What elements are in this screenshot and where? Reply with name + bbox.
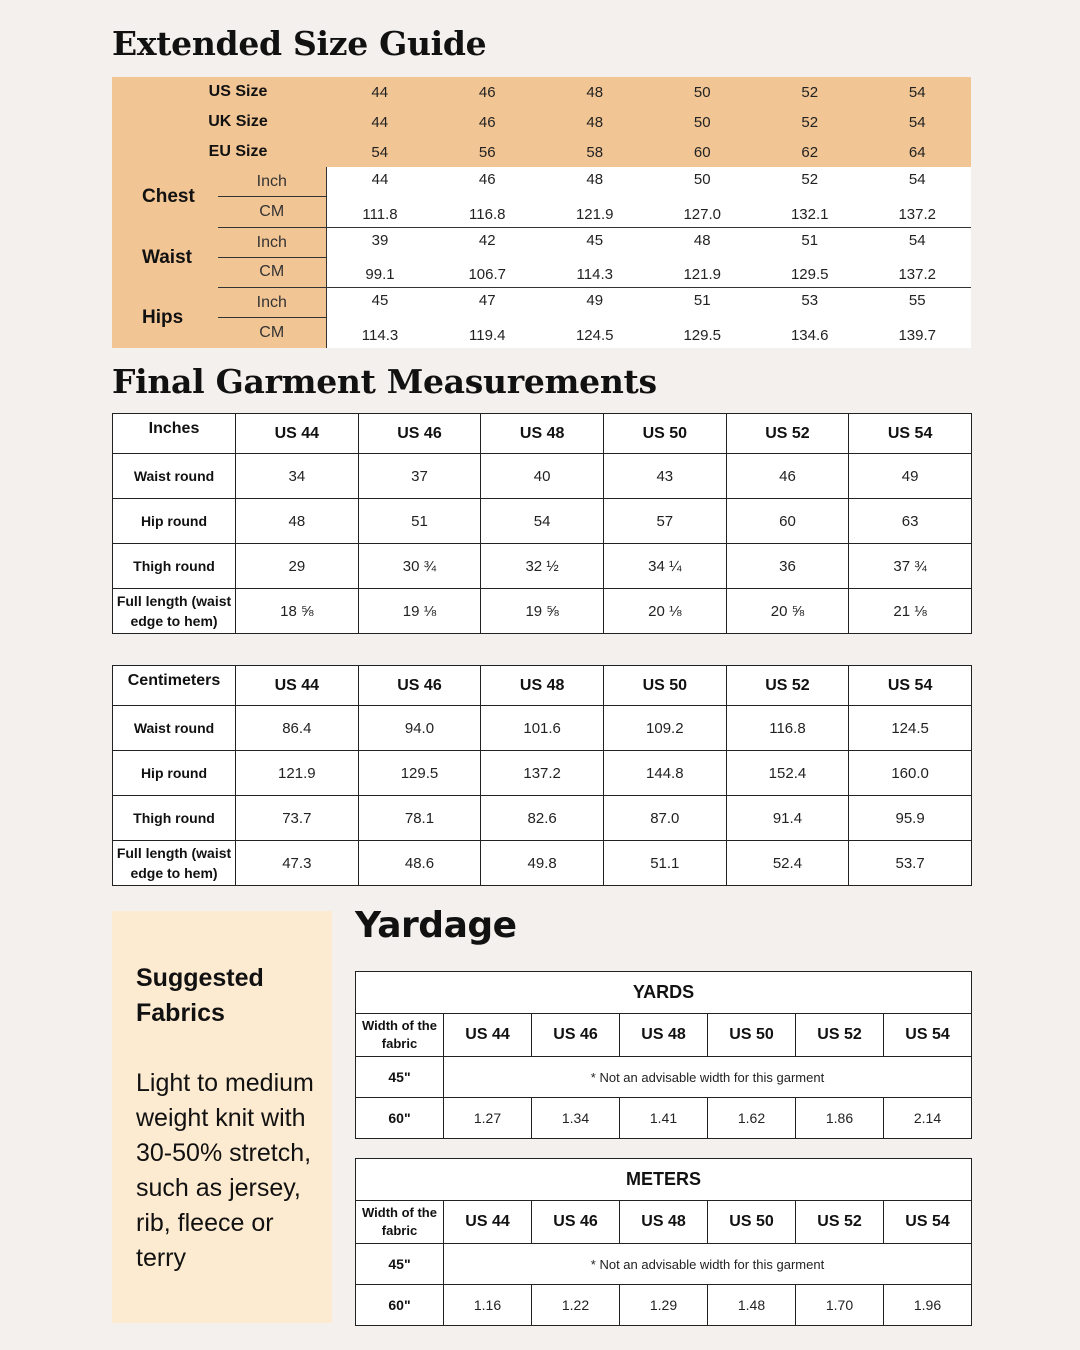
table-cell: 43 — [603, 454, 726, 499]
table-cell: 37 — [358, 454, 481, 499]
table-cell: 78.1 — [358, 796, 481, 841]
unit-corner-label: Centimeters — [113, 666, 236, 706]
table-cell: 19 ⅝ — [481, 589, 604, 634]
unit-label-inch: Inch — [218, 167, 326, 197]
size-column-header: US 52 — [796, 1014, 884, 1057]
measure-value: 50 — [649, 167, 757, 197]
size-value: 46 — [434, 107, 542, 137]
measure-value: 124.5 — [541, 318, 649, 348]
row-label: Waist round — [113, 454, 236, 499]
measure-value: 47 — [434, 288, 542, 318]
table-cell: 48 — [236, 499, 359, 544]
table-cell: 19 ⅛ — [358, 589, 481, 634]
table-row — [113, 841, 972, 886]
table-cell: 49 — [849, 454, 972, 499]
measure-row-inch — [112, 288, 971, 318]
table-cell: 47.3 — [236, 841, 359, 886]
width-45-row — [356, 1244, 972, 1285]
size-column-header: US 48 — [481, 414, 604, 454]
table-cell: 21 ⅛ — [849, 589, 972, 634]
suggested-fabrics-panel — [112, 911, 332, 1323]
measure-value: 51 — [756, 228, 864, 258]
size-column-header: US 52 — [796, 1201, 884, 1244]
size-system-label: EU Size — [112, 137, 326, 167]
table-cell: 63 — [849, 499, 972, 544]
table-title: YARDS — [356, 972, 972, 1014]
row-label: 60" — [356, 1285, 444, 1326]
measure-value: 39 — [326, 228, 434, 258]
table-cell: 34 ¼ — [603, 544, 726, 589]
table-cell: 160.0 — [849, 751, 972, 796]
width-of-fabric-label: Width of the fabric — [356, 1014, 444, 1057]
table-cell: 144.8 — [603, 751, 726, 796]
table-cell: 54 — [481, 499, 604, 544]
table-cell: 1.22 — [532, 1285, 620, 1326]
row-label: 45" — [356, 1057, 444, 1098]
measure-value: 51 — [649, 288, 757, 318]
size-header-row — [112, 77, 971, 107]
size-value: 46 — [434, 77, 542, 107]
measure-row-cm — [112, 318, 971, 348]
measure-value: 121.9 — [649, 258, 757, 288]
table-cell: 36 — [726, 544, 849, 589]
size-header-row — [112, 107, 971, 137]
table-cell: 46 — [726, 454, 849, 499]
table-cell: 18 ⅝ — [236, 589, 359, 634]
table-cell: 37 ¾ — [849, 544, 972, 589]
size-value: 48 — [541, 107, 649, 137]
measurements-centimeters-table — [112, 665, 972, 886]
table-cell: 51.1 — [603, 841, 726, 886]
size-column-header: US 48 — [620, 1014, 708, 1057]
table-cell: 1.86 — [796, 1098, 884, 1139]
size-column-header: US 50 — [603, 414, 726, 454]
measure-value: 48 — [541, 167, 649, 197]
size-column-header: US 52 — [726, 666, 849, 706]
unit-label-cm: CM — [218, 318, 326, 348]
fabric-title: Suggested Fabrics — [136, 964, 264, 1027]
size-value: 62 — [756, 137, 864, 167]
table-cell: 1.27 — [444, 1098, 532, 1139]
table-cell: 29 — [236, 544, 359, 589]
size-column-header: US 50 — [603, 666, 726, 706]
table-header-row — [113, 666, 972, 706]
row-label: Hip round — [113, 751, 236, 796]
table-cell: 48.6 — [358, 841, 481, 886]
row-label: 60" — [356, 1098, 444, 1139]
table-cell: 49.8 — [481, 841, 604, 886]
size-column-header: US 54 — [849, 414, 972, 454]
measure-row-cm — [112, 197, 971, 227]
table-cell: 94.0 — [358, 706, 481, 751]
measure-value: 46 — [434, 167, 542, 197]
measure-value: 129.5 — [649, 318, 757, 348]
size-value: 54 — [326, 137, 434, 167]
measure-value: 49 — [541, 288, 649, 318]
table-cell: 1.62 — [708, 1098, 796, 1139]
table-cell: 109.2 — [603, 706, 726, 751]
table-cell: 20 ⅛ — [603, 589, 726, 634]
table-title-row — [356, 1159, 972, 1201]
unit-label-cm: CM — [218, 197, 326, 227]
measure-value: 129.5 — [756, 258, 864, 288]
width-60-row — [356, 1098, 972, 1139]
table-cell: 34 — [236, 454, 359, 499]
size-column-header: US 46 — [358, 666, 481, 706]
size-value: 52 — [756, 77, 864, 107]
unit-corner-label: Inches — [113, 414, 236, 454]
measure-value: 111.8 — [326, 197, 434, 227]
measure-group-label: Chest — [112, 167, 218, 227]
measure-value: 48 — [649, 228, 757, 258]
measure-value: 99.1 — [326, 258, 434, 288]
row-label: Thigh round — [113, 544, 236, 589]
measure-row-inch — [112, 167, 971, 197]
size-column-header: US 44 — [444, 1014, 532, 1057]
size-header-row — [112, 137, 971, 167]
size-column-header: US 52 — [726, 414, 849, 454]
unit-label-inch: Inch — [218, 228, 326, 258]
unit-label-inch: Inch — [218, 288, 326, 318]
table-header-row — [356, 1014, 972, 1057]
row-label: Full length (waist edge to hem) — [113, 841, 236, 886]
measure-value: 45 — [541, 228, 649, 258]
table-cell: 1.96 — [884, 1285, 972, 1326]
measure-row-cm — [112, 258, 971, 288]
table-cell: 30 ¾ — [358, 544, 481, 589]
measure-value: 134.6 — [756, 318, 864, 348]
measure-value: 127.0 — [649, 197, 757, 227]
measure-value: 54 — [864, 228, 972, 258]
measure-value: 54 — [864, 167, 972, 197]
measure-value: 139.7 — [864, 318, 972, 348]
fabric-description: Light to medium weight knit with 30-50% stretch, such as jersey, rib, fleece or terry — [136, 1069, 314, 1272]
table-title-row — [356, 972, 972, 1014]
measure-group-label: Waist — [112, 228, 218, 288]
size-column-header: US 48 — [481, 666, 604, 706]
size-value: 44 — [326, 107, 434, 137]
table-cell: 152.4 — [726, 751, 849, 796]
size-column-header: US 46 — [358, 414, 481, 454]
size-guide-table — [112, 77, 971, 348]
measure-value: 116.8 — [434, 197, 542, 227]
measurements-title: Final Garment Measurements — [112, 362, 657, 401]
table-cell: 129.5 — [358, 751, 481, 796]
table-cell: 52.4 — [726, 841, 849, 886]
table-cell: 1.29 — [620, 1285, 708, 1326]
size-guide-title: Extended Size Guide — [112, 24, 487, 63]
row-label: 45" — [356, 1244, 444, 1285]
table-cell: 2.14 — [884, 1098, 972, 1139]
row-label: Hip round — [113, 499, 236, 544]
unit-label-cm: CM — [218, 258, 326, 288]
table-cell: 86.4 — [236, 706, 359, 751]
table-row — [113, 544, 972, 589]
measurements-inches-table — [112, 413, 972, 634]
table-cell: 40 — [481, 454, 604, 499]
table-cell: 1.16 — [444, 1285, 532, 1326]
table-cell: 60 — [726, 499, 849, 544]
size-value: 56 — [434, 137, 542, 167]
measure-value: 106.7 — [434, 258, 542, 288]
table-cell: 57 — [603, 499, 726, 544]
not-advisable-note: * Not an advisable width for this garment — [444, 1244, 972, 1285]
size-column-header: US 44 — [236, 666, 359, 706]
size-column-header: US 50 — [708, 1014, 796, 1057]
size-system-label: US Size — [112, 77, 326, 107]
not-advisable-note: * Not an advisable width for this garment — [444, 1057, 972, 1098]
measure-value: 114.3 — [326, 318, 434, 348]
measure-value: 121.9 — [541, 197, 649, 227]
measure-value: 45 — [326, 288, 434, 318]
table-cell: 121.9 — [236, 751, 359, 796]
table-row — [113, 751, 972, 796]
table-row — [113, 706, 972, 751]
measure-group-label: Hips — [112, 288, 218, 348]
measure-value: 114.3 — [541, 258, 649, 288]
size-value: 50 — [649, 77, 757, 107]
size-column-header: US 48 — [620, 1201, 708, 1244]
width-45-row — [356, 1057, 972, 1098]
size-value: 44 — [326, 77, 434, 107]
table-title: METERS — [356, 1159, 972, 1201]
measure-value: 119.4 — [434, 318, 542, 348]
table-cell: 82.6 — [481, 796, 604, 841]
row-label: Full length (waist edge to hem) — [113, 589, 236, 634]
table-cell: 32 ½ — [481, 544, 604, 589]
measure-value: 52 — [756, 167, 864, 197]
size-column-header: US 50 — [708, 1201, 796, 1244]
table-row — [113, 796, 972, 841]
measure-value: 42 — [434, 228, 542, 258]
size-value: 54 — [864, 77, 972, 107]
table-cell: 124.5 — [849, 706, 972, 751]
measure-value: 55 — [864, 288, 972, 318]
size-column-header: US 44 — [236, 414, 359, 454]
table-cell: 51 — [358, 499, 481, 544]
size-column-header: US 54 — [884, 1014, 972, 1057]
table-cell: 1.41 — [620, 1098, 708, 1139]
size-value: 52 — [756, 107, 864, 137]
size-column-header: US 54 — [849, 666, 972, 706]
table-cell: 20 ⅝ — [726, 589, 849, 634]
table-row — [113, 589, 972, 634]
table-cell: 137.2 — [481, 751, 604, 796]
size-value: 58 — [541, 137, 649, 167]
yardage-title: Yardage — [355, 905, 517, 946]
table-cell: 87.0 — [603, 796, 726, 841]
table-cell: 53.7 — [849, 841, 972, 886]
measure-value: 132.1 — [756, 197, 864, 227]
table-cell: 1.34 — [532, 1098, 620, 1139]
size-value: 64 — [864, 137, 972, 167]
row-label: Waist round — [113, 706, 236, 751]
size-column-header: US 44 — [444, 1201, 532, 1244]
size-value: 48 — [541, 77, 649, 107]
table-cell: 116.8 — [726, 706, 849, 751]
table-cell: 95.9 — [849, 796, 972, 841]
row-label: Thigh round — [113, 796, 236, 841]
table-header-row — [113, 414, 972, 454]
size-value: 54 — [864, 107, 972, 137]
size-column-header: US 46 — [532, 1201, 620, 1244]
table-row — [113, 499, 972, 544]
table-cell: 101.6 — [481, 706, 604, 751]
measure-value: 137.2 — [864, 258, 972, 288]
size-value: 60 — [649, 137, 757, 167]
table-row — [113, 454, 972, 499]
size-column-header: US 54 — [884, 1201, 972, 1244]
meters-table — [355, 1158, 972, 1326]
measure-value: 44 — [326, 167, 434, 197]
size-system-label: UK Size — [112, 107, 326, 137]
table-cell: 91.4 — [726, 796, 849, 841]
size-column-header: US 46 — [532, 1014, 620, 1057]
table-cell: 1.48 — [708, 1285, 796, 1326]
table-header-row — [356, 1201, 972, 1244]
measure-row-inch — [112, 228, 971, 258]
table-cell: 1.70 — [796, 1285, 884, 1326]
table-cell: 73.7 — [236, 796, 359, 841]
yards-table — [355, 971, 972, 1139]
measure-value: 137.2 — [864, 197, 972, 227]
width-60-row — [356, 1285, 972, 1326]
measure-value: 53 — [756, 288, 864, 318]
size-value: 50 — [649, 107, 757, 137]
width-of-fabric-label: Width of the fabric — [356, 1201, 444, 1244]
